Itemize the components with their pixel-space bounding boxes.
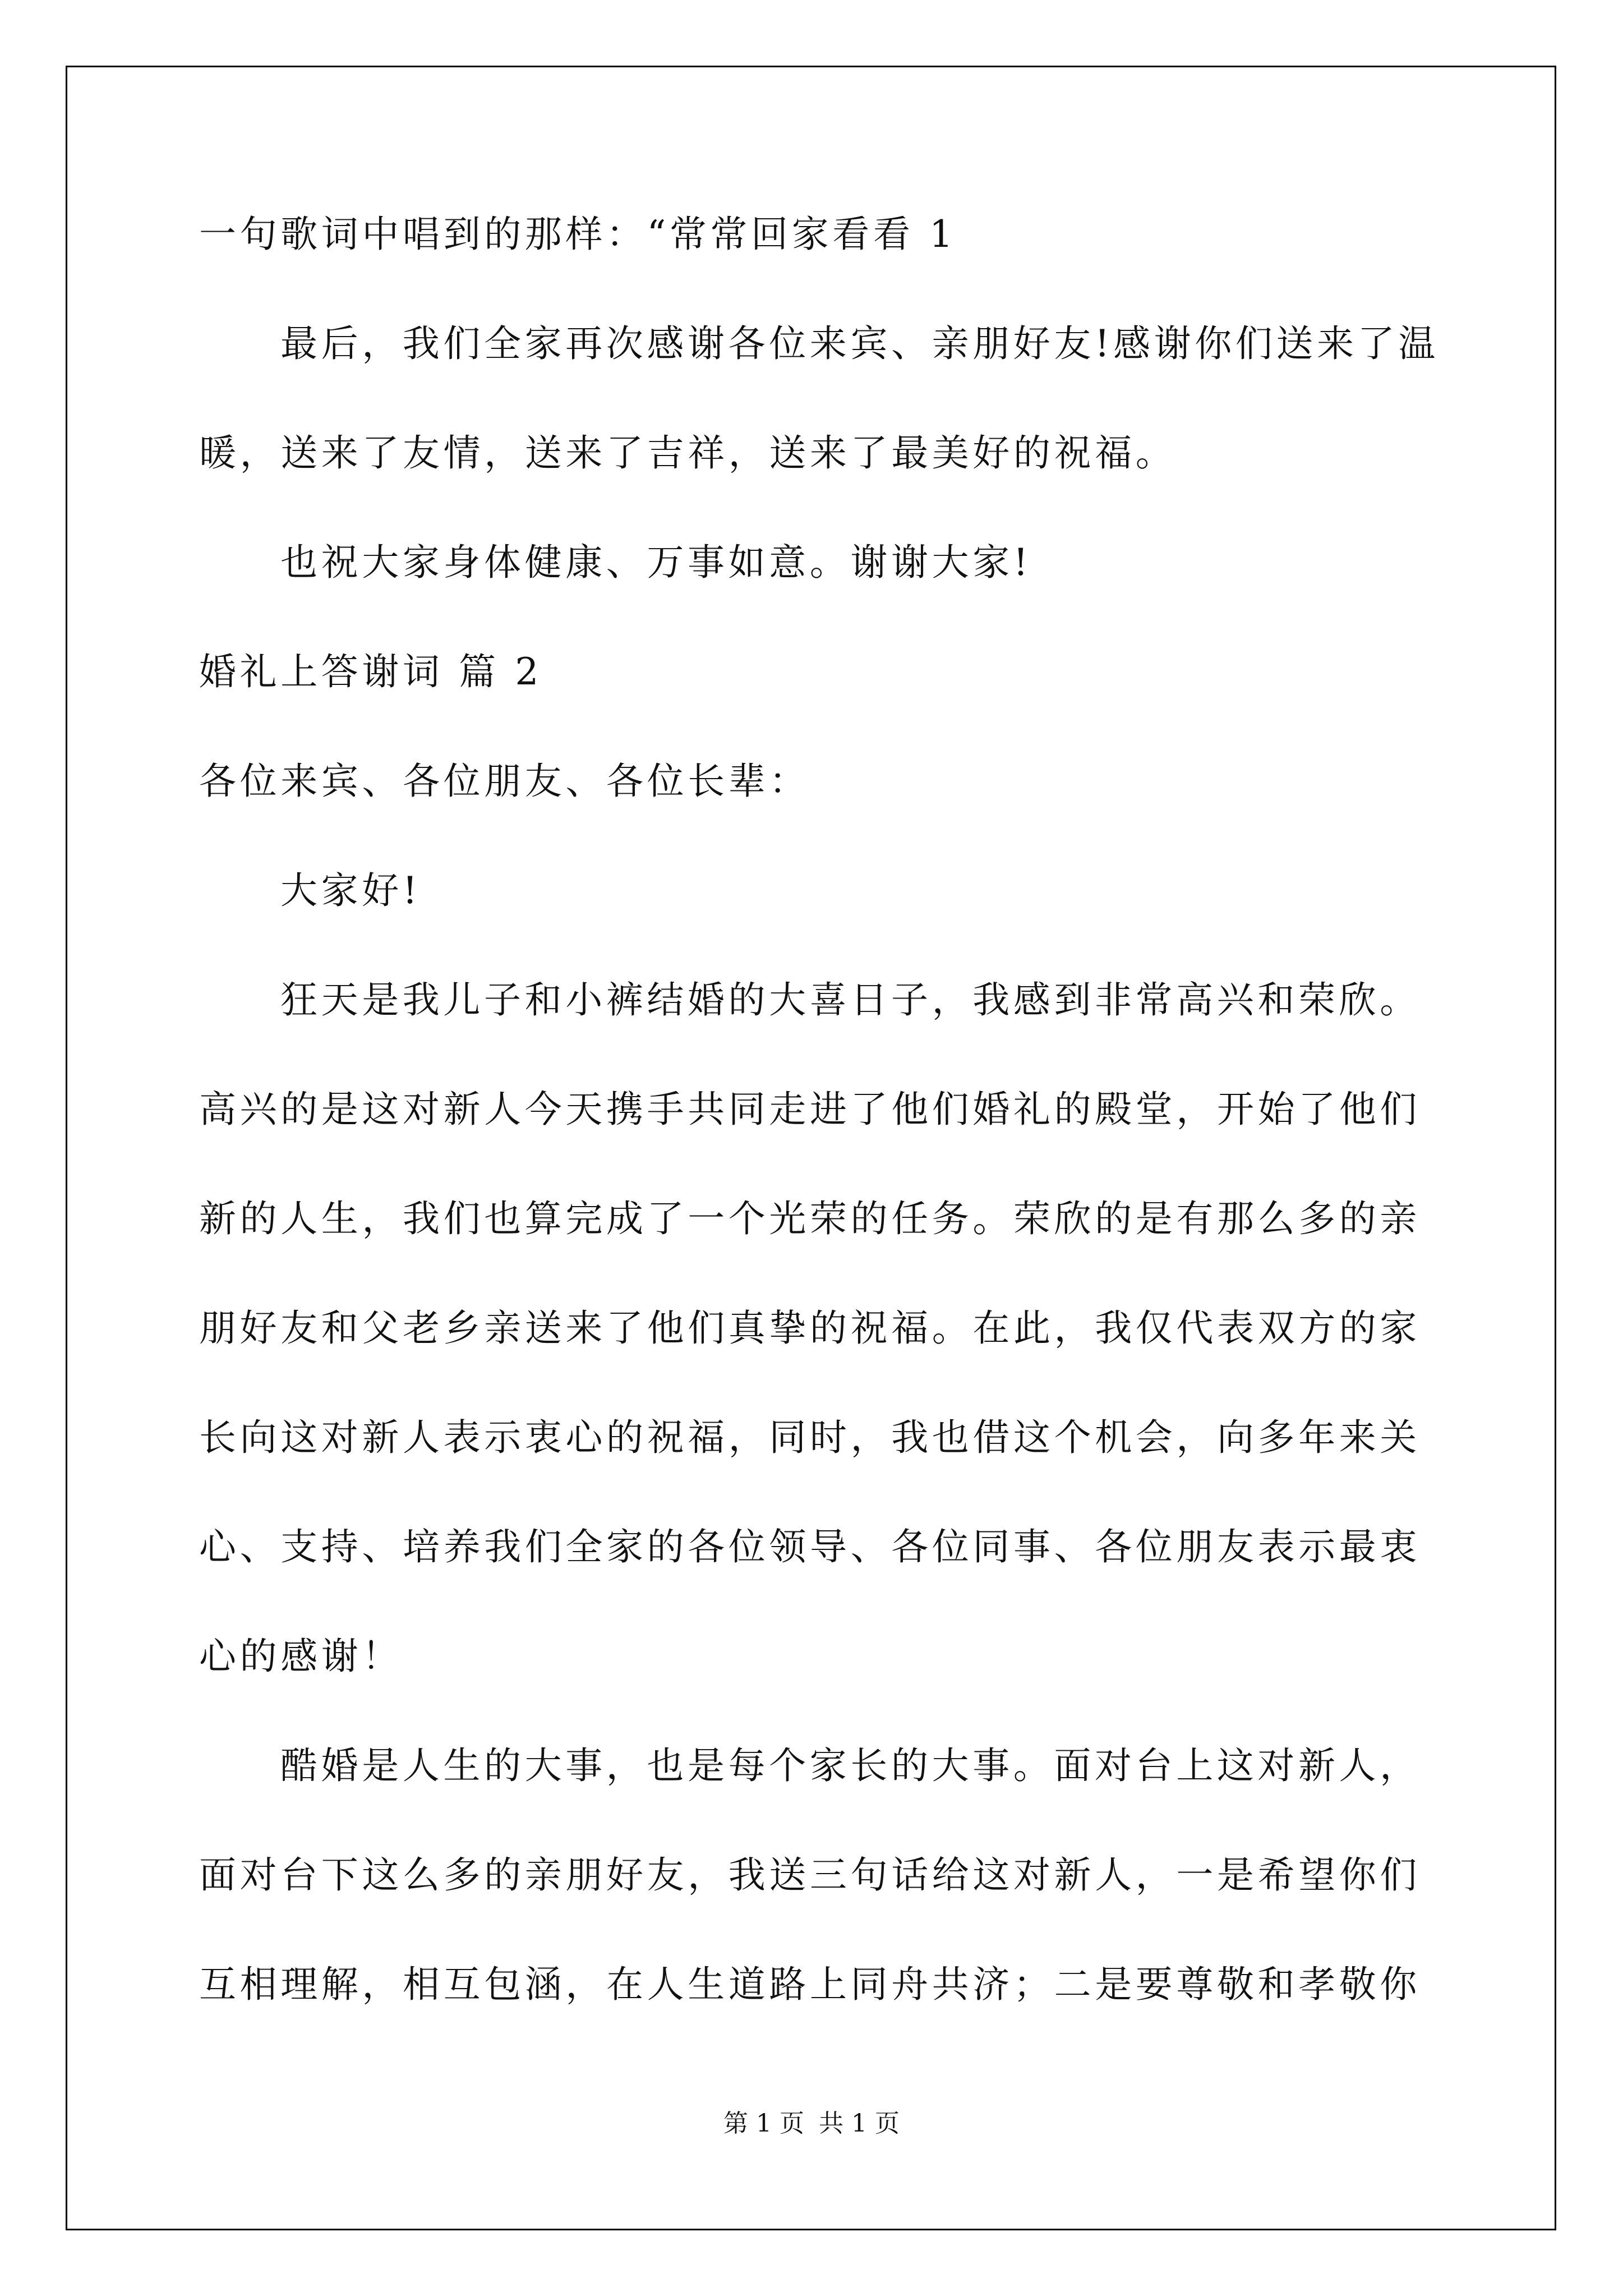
text-line: 心、支持、培养我们全家的各位领导、各位同事、各位朋友表示最衷 [199, 1525, 1421, 1568]
text-line: 暖，送来了友情，送来了吉祥，送来了最美好的祝福。 [199, 431, 1177, 475]
salutation: 各位来宾、各位朋友、各位长辈： [199, 760, 810, 803]
page-footer [0, 2108, 1623, 2139]
text-line: 互相理解，相互包涵，在人生道路上同舟共济；二是要尊敬和孝敬你 [199, 1963, 1421, 2006]
text-line: 面对台下这么多的亲朋好友，我送三句话给这对新人，一是希望你们 [199, 1853, 1421, 1897]
text-line: 长向这对新人表示衷心的祝福，同时，我也借这个机会，向多年来关 [199, 1416, 1421, 1459]
text-line: 心的感谢！ [199, 1635, 403, 1678]
text-line: 一句歌词中唱到的那样：“常常回家看看 1 [199, 213, 957, 256]
text-line: 朋好友和父老乡亲送来了他们真挚的祝福。在此，我仅代表双方的家 [199, 1306, 1421, 1350]
paragraph-line: 狂天是我儿子和小裤结婚的大喜日子，我感到非常高兴和荣欣。 [280, 978, 1421, 1022]
paragraph-line: 酷婚是人生的大事，也是每个家长的大事。面对台上这对新人， [280, 1744, 1421, 1787]
text-line: 新的人生，我们也算完成了一个光荣的任务。荣欣的是有那么多的亲 [199, 1197, 1421, 1240]
text-line: 高兴的是这对新人今天携手共同走进了他们婚礼的殿堂，开始了他们 [199, 1088, 1421, 1131]
page-number: 第 1 页 [723, 2109, 804, 2138]
page-border [66, 66, 1556, 2230]
section-heading: 婚礼上答谢词 篇 2 [199, 650, 542, 693]
paragraph-line: 最后，我们全家再次感谢各位来宾、亲朋好友!感谢你们送来了温 [280, 322, 1439, 365]
paragraph-line: 也祝大家身体健康、万事如意。谢谢大家! [280, 541, 1032, 584]
page-total: 共 1 页 [819, 2109, 900, 2138]
greeting: 大家好! [280, 869, 421, 912]
